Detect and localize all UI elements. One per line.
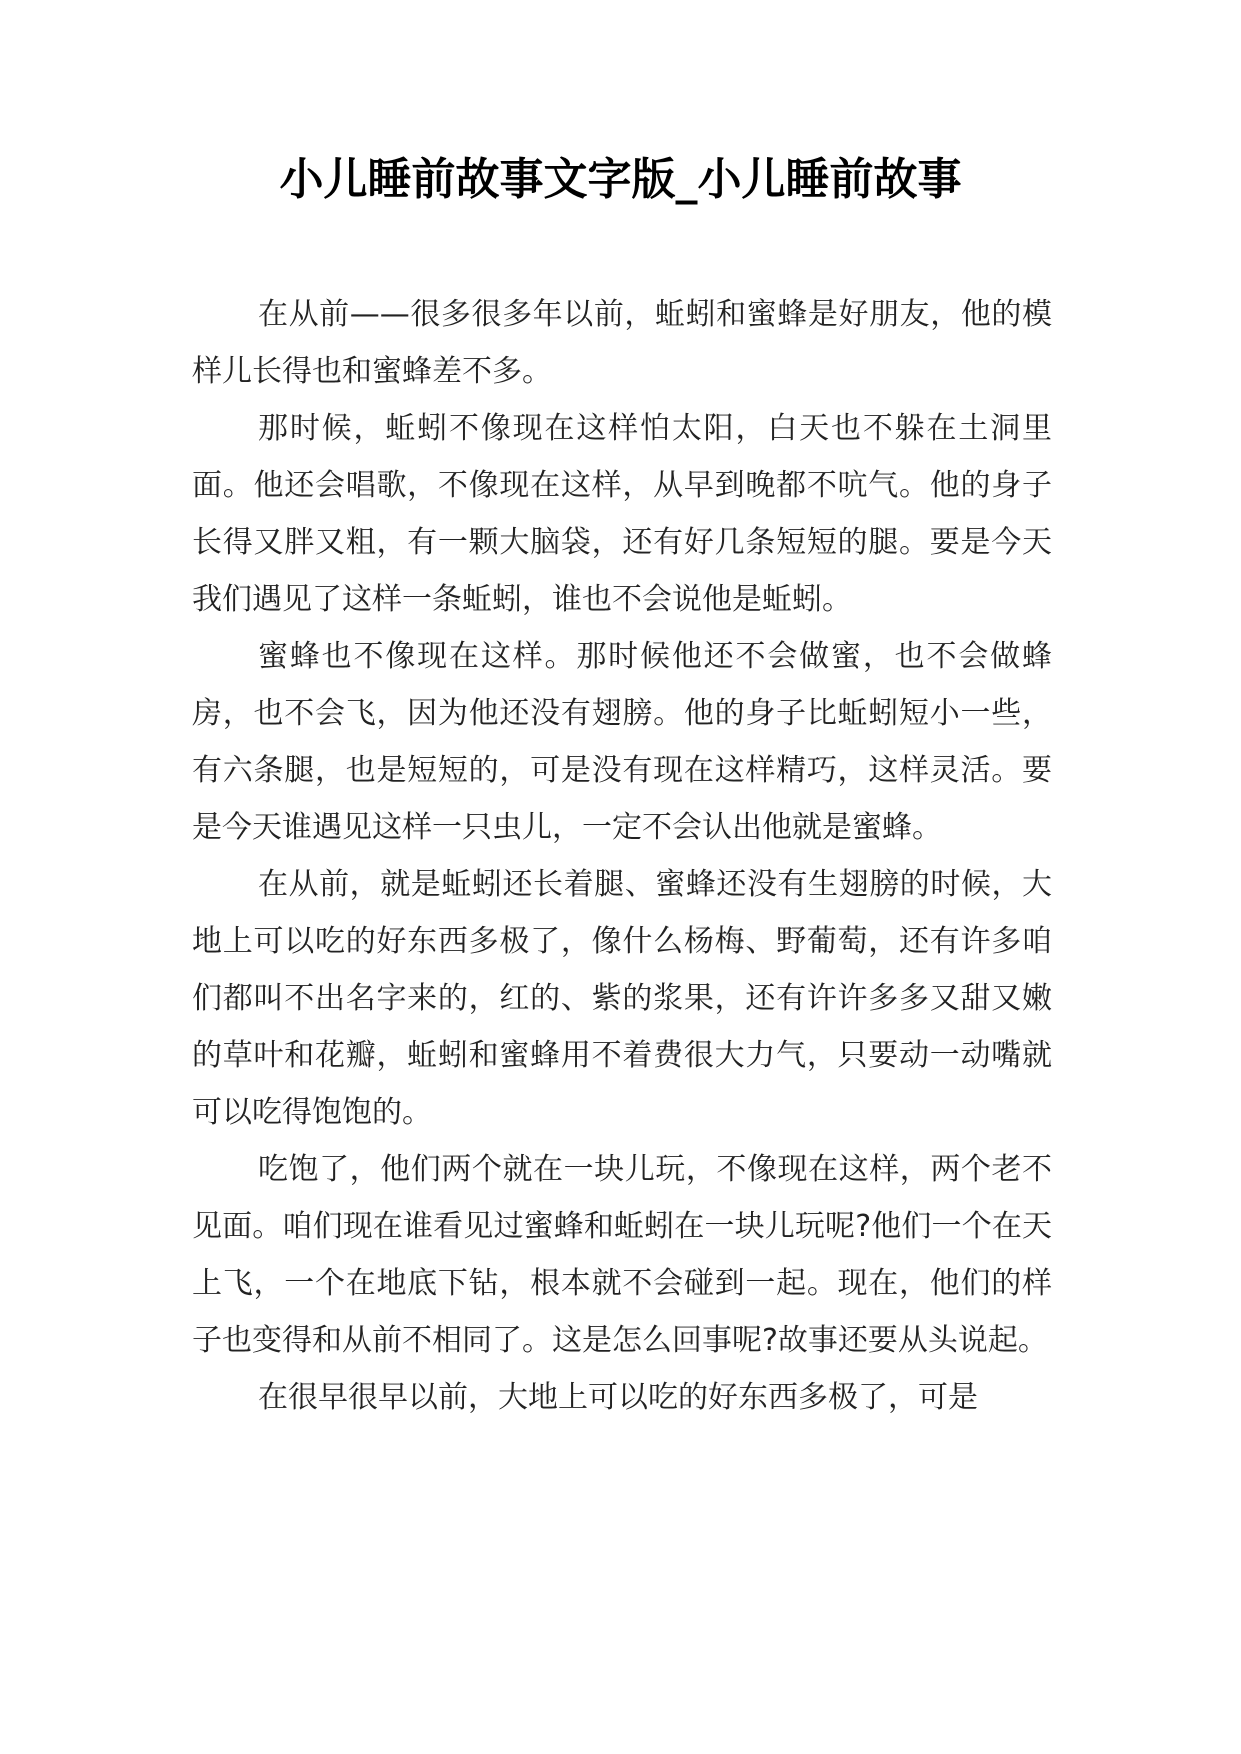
paragraph-5: 吃饱了，他们两个就在一块儿玩，不像现在这样，两个老不见面。咱们现在谁看见过蜜蜂和蚯蚓在一块儿玩呢?他们一个在天上飞，一个在地底下钻，根本就不会碰到一起。现在，他们的样子也变得和从前不相同了。这是怎么回事呢?故事还要从头说起。 xyxy=(192,1152,1052,1358)
document-title: 小儿睡前故事文字版_小儿睡前故事 xyxy=(279,154,962,205)
paragraph-1: 在从前——很多很多年以前，蚯蚓和蜜蜂是好朋友，他的模样儿长得也和蜜蜂差不多。 xyxy=(192,297,1052,389)
paragraph-2: 那时候，蚯蚓不像现在这样怕太阳，白天也不躲在土洞里面。他还会唱歌，不像现在这样，从早到晚都不吭气。他的身子长得又胖又粗，有一颗大脑袋，还有好几条短短的腿。要是今天我们遇见了这样一条蚯蚓，谁也不会说他是蚯蚓。 xyxy=(192,411,1052,617)
paragraph-3: 蜜蜂也不像现在这样。那时候他还不会做蜜，也不会做蜂房，也不会飞，因为他还没有翅膀。他的身子比蚯蚓短小一些，有六条腿，也是短短的，可是没有现在这样精巧，这样灵活。要是今天谁遇见这样一只虫儿，一定不会认出他就是蜜蜂。 xyxy=(192,639,1052,845)
paragraph-6: 在很早很早以前，大地上可以吃的好东西多极了，可是 xyxy=(258,1380,978,1415)
paragraph-4: 在从前，就是蚯蚓还长着腿、蜜蜂还没有生翅膀的时候，大地上可以吃的好东西多极了，像什么杨梅、野葡萄，还有许多咱们都叫不出名字来的，红的、紫的浆果，还有许许多多又甜又嫩的草叶和花瓣，蚯蚓和蜜蜂用不着费很大力气，只要动一动嘴就可以吃得饱饱的。 xyxy=(192,867,1052,1130)
document-body xyxy=(192,286,1052,1426)
